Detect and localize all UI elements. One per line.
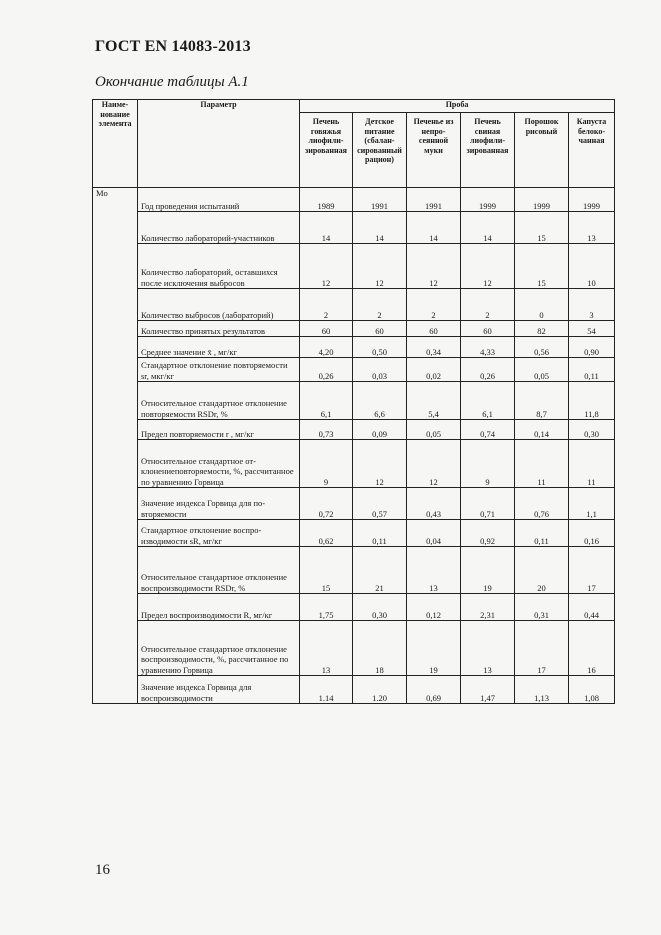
value-cell: 6,6 (353, 382, 407, 420)
value-cell: 54 (569, 321, 615, 337)
header-sample-1: Печень говяжья лиофилизированная (300, 113, 353, 188)
value-cell: 0,26 (461, 358, 515, 382)
value-cell: 2 (407, 289, 461, 321)
value-cell: 0,05 (407, 420, 461, 440)
value-cell: 1,13 (515, 676, 569, 704)
table-row (93, 244, 615, 289)
value-cell: 3 (569, 289, 615, 321)
value-cell: 10 (569, 244, 615, 289)
value-cell: 1999 (461, 188, 515, 212)
value-cell: 1,75 (300, 594, 353, 621)
value-cell: 0 (515, 289, 569, 321)
results-table (92, 99, 615, 704)
value-cell: 0,11 (569, 358, 615, 382)
value-cell: 5,4 (407, 382, 461, 420)
value-cell: 21 (353, 547, 407, 594)
value-cell: 1.20 (353, 676, 407, 704)
value-cell: 0,73 (300, 420, 353, 440)
value-cell: 9 (300, 440, 353, 488)
value-cell: 14 (300, 212, 353, 244)
value-cell: 1,47 (461, 676, 515, 704)
value-cell: 15 (300, 547, 353, 594)
header-element: Наименование элемента (93, 100, 138, 188)
value-cell: 4,20 (300, 337, 353, 358)
value-cell: 0,12 (407, 594, 461, 621)
value-cell: 0,14 (515, 420, 569, 440)
value-cell: 0,30 (353, 594, 407, 621)
value-cell: 0,16 (569, 520, 615, 547)
parameter-label: Год проведения испытаний (138, 188, 300, 212)
table-row (93, 289, 615, 321)
header-sample: Проба (300, 100, 615, 113)
header-sample-6: Капуста белокочанная (569, 113, 615, 188)
value-cell: 8,7 (515, 382, 569, 420)
table-row (93, 358, 615, 382)
parameter-label: Количество выбросов (лабораторий) (138, 289, 300, 321)
value-cell: 6,1 (461, 382, 515, 420)
value-cell: 0,90 (569, 337, 615, 358)
value-cell: 60 (407, 321, 461, 337)
value-cell: 14 (461, 212, 515, 244)
value-cell: 1.14 (300, 676, 353, 704)
parameter-label: Предел воспроизводимости R, мг/кг (138, 594, 300, 621)
value-cell: 60 (353, 321, 407, 337)
value-cell: 0,76 (515, 488, 569, 520)
value-cell: 16 (569, 621, 615, 676)
parameter-label: Среднее значение x̄ , мг/кг (138, 337, 300, 358)
value-cell: 4,33 (461, 337, 515, 358)
value-cell: 0,56 (515, 337, 569, 358)
value-cell: 1,1 (569, 488, 615, 520)
header-sample-3: Печенье из непросеянной муки (407, 113, 461, 188)
parameter-label: Стандартное отклонение повторяемости sr, мкг/кг (138, 358, 300, 382)
value-cell: 0,92 (461, 520, 515, 547)
value-cell: 15 (515, 212, 569, 244)
value-cell: 15 (515, 244, 569, 289)
value-cell: 12 (407, 440, 461, 488)
parameter-label: Значение индекса Горвица для повторяемости (138, 488, 300, 520)
value-cell: 0,50 (353, 337, 407, 358)
value-cell: 6,1 (300, 382, 353, 420)
parameter-label: Относительное стандартное отклонение повторяемости RSDr, % (138, 382, 300, 420)
parameter-label: Количество лабораторий, оставшихся после исключения выбросов (138, 244, 300, 289)
table-row (93, 382, 615, 420)
value-cell: 0,44 (569, 594, 615, 621)
value-cell: 0,72 (300, 488, 353, 520)
value-cell: 0,71 (461, 488, 515, 520)
value-cell: 0,74 (461, 420, 515, 440)
document-code: ГОСТ EN 14083-2013 (95, 38, 251, 55)
value-cell: 0,26 (300, 358, 353, 382)
header-sample-4: Печень свиная лиофилизированная (461, 113, 515, 188)
table-row (93, 621, 615, 676)
value-cell: 12 (407, 244, 461, 289)
value-cell: 0,43 (407, 488, 461, 520)
value-cell: 17 (569, 547, 615, 594)
value-cell: 13 (461, 621, 515, 676)
value-cell: 2 (300, 289, 353, 321)
value-cell: 1999 (569, 188, 615, 212)
value-cell: 17 (515, 621, 569, 676)
value-cell: 12 (300, 244, 353, 289)
value-cell: 19 (461, 547, 515, 594)
value-cell: 13 (569, 212, 615, 244)
value-cell: 12 (461, 244, 515, 289)
value-cell: 0,02 (407, 358, 461, 382)
table-row (93, 520, 615, 547)
value-cell: 0,11 (515, 520, 569, 547)
parameter-label: Количество лабораторий-участников (138, 212, 300, 244)
value-cell: 1,08 (569, 676, 615, 704)
header-parameter: Параметр (138, 100, 300, 188)
table-row (93, 321, 615, 337)
value-cell: 1989 (300, 188, 353, 212)
page-number: 16 (95, 862, 110, 878)
value-cell: 1991 (407, 188, 461, 212)
value-cell: 14 (353, 212, 407, 244)
table-row (93, 212, 615, 244)
value-cell: 18 (353, 621, 407, 676)
value-cell: 12 (353, 440, 407, 488)
table-row (93, 420, 615, 440)
value-cell: 9 (461, 440, 515, 488)
element-cell: Mo (93, 188, 138, 704)
header-sample-2: Детское питание (сбалансированный рацион) (353, 113, 407, 188)
value-cell: 13 (300, 621, 353, 676)
table-caption: Окончание таблицы А.1 (95, 74, 249, 90)
value-cell: 1999 (515, 188, 569, 212)
table-row (93, 547, 615, 594)
value-cell: 2 (353, 289, 407, 321)
parameter-label: Относительное стандартное отклонениеповторяемости, %, рассчитанное по уравнению Горвица (138, 440, 300, 488)
value-cell: 20 (515, 547, 569, 594)
parameter-label: Относительное стандартное отклонение воспроизводимости, %, рассчитанное по уравнению Горвица (138, 621, 300, 676)
value-cell: 0,03 (353, 358, 407, 382)
value-cell: 13 (407, 547, 461, 594)
value-cell: 11 (515, 440, 569, 488)
value-cell: 0,30 (569, 420, 615, 440)
value-cell: 0,57 (353, 488, 407, 520)
table-row (93, 188, 615, 212)
value-cell: 0,62 (300, 520, 353, 547)
value-cell: 60 (300, 321, 353, 337)
value-cell: 0,69 (407, 676, 461, 704)
table-row (93, 488, 615, 520)
value-cell: 2,31 (461, 594, 515, 621)
value-cell: 19 (407, 621, 461, 676)
value-cell: 2 (461, 289, 515, 321)
value-cell: 0,11 (353, 520, 407, 547)
table-row (93, 337, 615, 358)
value-cell: 0,09 (353, 420, 407, 440)
value-cell: 0,05 (515, 358, 569, 382)
table-row (93, 440, 615, 488)
value-cell: 82 (515, 321, 569, 337)
value-cell: 14 (407, 212, 461, 244)
parameter-label: Предел повторяемости r , мг/кг (138, 420, 300, 440)
parameter-label: Стандартное отклонение воспроизводимости sR, мг/кг (138, 520, 300, 547)
parameter-label: Количество принятых результатов (138, 321, 300, 337)
value-cell: 0,34 (407, 337, 461, 358)
table-row (93, 676, 615, 704)
value-cell: 12 (353, 244, 407, 289)
value-cell: 11 (569, 440, 615, 488)
header-sample-5: Порошок рисовый (515, 113, 569, 188)
value-cell: 1991 (353, 188, 407, 212)
value-cell: 11,8 (569, 382, 615, 420)
value-cell: 0,04 (407, 520, 461, 547)
parameter-label: Значение индекса Горвица для воспроизводимости (138, 676, 300, 704)
value-cell: 0,31 (515, 594, 569, 621)
parameter-label: Относительное стандартное отклонение воспроизводимости RSDr, % (138, 547, 300, 594)
value-cell: 60 (461, 321, 515, 337)
table-row (93, 594, 615, 621)
